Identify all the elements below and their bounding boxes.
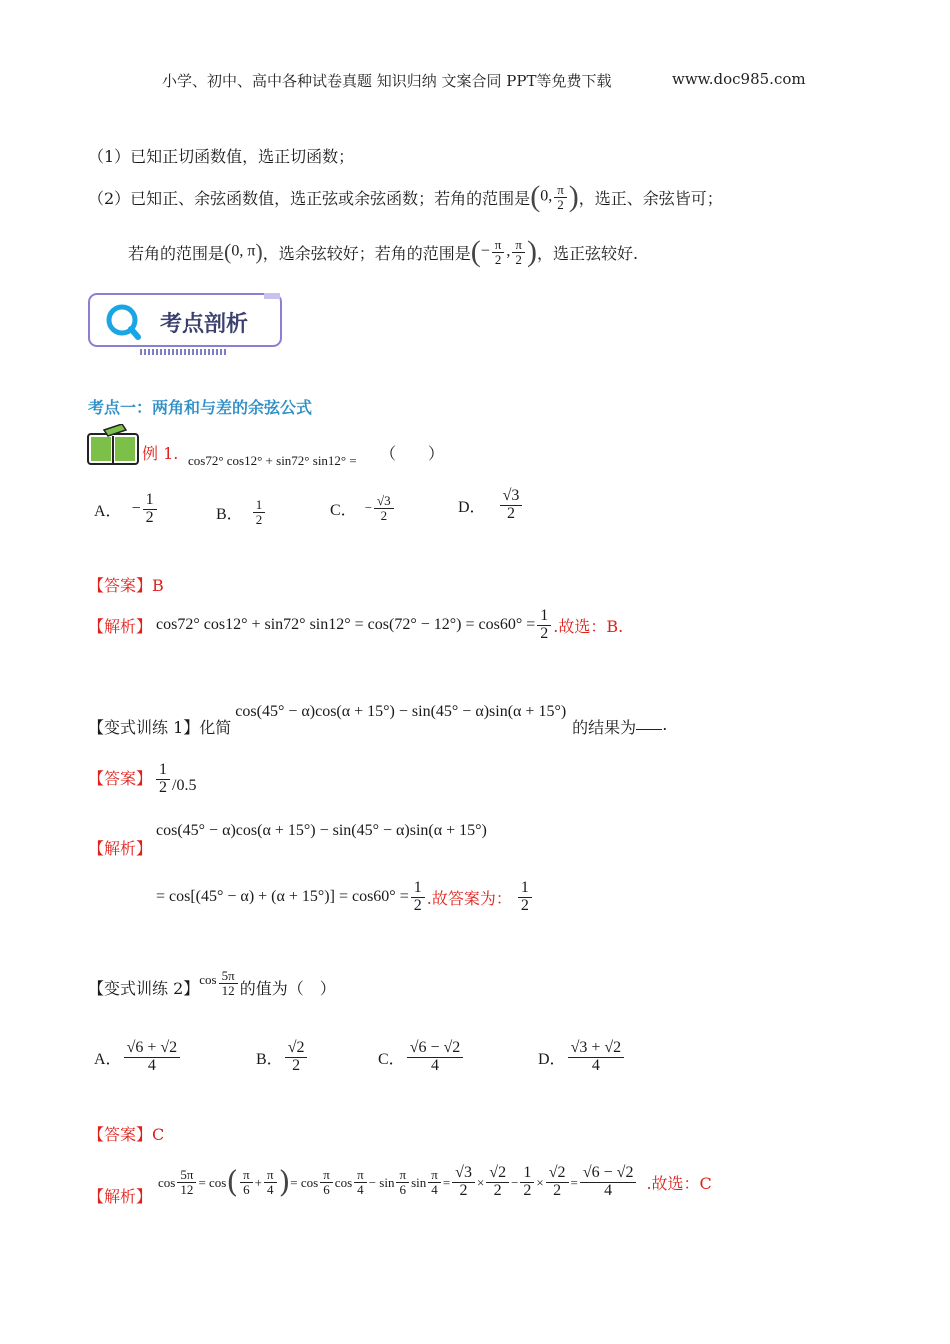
tip-line-2 — [88, 180, 723, 214]
v2-option-d[interactable]: D． $\frac{√3 + √2}{4}$ — [538, 1040, 626, 1075]
tip-line-3-text-a: 若角的范围是 — [128, 243, 225, 263]
v1-suffix: 的结果为 — [572, 718, 637, 737]
v1-analysis-line-2: = cos[(45° − α) + (α + 15°)] = cos60° = $\frac{1}{2}$ .故答案为： $\frac{1}{2}$ — [156, 880, 534, 915]
ex1-option-b[interactable]: B． $\frac{1}{2}$ — [216, 498, 267, 526]
ex1-label: 例 1. — [142, 444, 179, 463]
v1-tag: 【变式训练 1】 — [88, 718, 200, 737]
v1-question: 【变式训练 1】 化简 cos(45° − α)cos(α + 15°) − sin(45° − α)sin(α + 15°) 的结果为 . — [88, 703, 668, 737]
v2-option-c[interactable]: C． $\frac{√6 - √2}{4}$ — [378, 1040, 465, 1075]
tip-line-3 — [128, 235, 638, 269]
v1-answer: 【答案】 $\frac{1}{2}$ /0.5 — [88, 761, 197, 796]
v2-question: 【变式训练 2】 cos $\frac{5\pi}{12}$ 的值为（ ） — [88, 968, 336, 998]
v2-answer-value: C — [152, 1125, 165, 1144]
ex1-analysis-end: .故选：B. — [553, 616, 624, 636]
v2-tag: 【变式训练 2】 — [88, 979, 200, 998]
v2-suffix: 的值为（ ） — [239, 979, 336, 998]
header-site[interactable]: www.doc985.com — [672, 70, 806, 88]
ex1-expression: cos72° cos12° + sin72° sin12° = — [188, 453, 357, 468]
analysis-tag: 【解析】 — [88, 616, 153, 636]
ex1-analysis: 【解析】 cos72° cos12° + sin72° sin12° = cos(72° − 12°) = cos60° = $\frac{1}{2}$ .故选：B. — [88, 607, 624, 642]
v2-option-b[interactable]: B． $\frac{√2}{2}$ — [256, 1040, 309, 1075]
range-neg-pi-half-pi-half: (− $\frac{\pi}{2}$ , $\frac{\pi}{2}$ ) — [470, 235, 537, 268]
section-banner — [88, 293, 284, 351]
tip-line-3-text-b: ，选余弦较好；若角的范围是 — [262, 243, 471, 263]
v2-answer — [88, 1122, 164, 1145]
answer-tag: 【答案】 — [88, 576, 153, 595]
ex1-option-a[interactable]: A． − $\frac{1}{2}$ — [94, 492, 159, 527]
tip-line-2-text-a: （2）已知正、余弦函数值，选正弦或余弦函数；若角的范围是 — [88, 188, 531, 208]
answer-tag: 【答案】 — [88, 768, 153, 788]
range-0-pi-half: (0, $\frac{\pi}{2}$ ) — [530, 180, 579, 213]
v2-analysis-end: .故选：C — [646, 1174, 712, 1193]
banner-title: 考点剖析 — [160, 312, 249, 337]
v1-analysis-line-1: cos(45° − α)cos(α + 15°) − sin(45° − α)sin(α + 15°) — [156, 822, 487, 839]
tip-line-2-text-b: ，选正、余弦皆可； — [578, 188, 723, 208]
tip-line-3-text-c: ，选正弦较好. — [536, 243, 639, 263]
section-1-title: 考点一：两角和与差的余弦公式 — [88, 398, 313, 417]
v1-analysis-tag: 【解析】 — [88, 839, 153, 858]
v1-blank[interactable] — [636, 729, 662, 730]
analysis-tag: 【解析】 — [88, 1187, 153, 1206]
v1-expression: cos(45° − α)cos(α + 15°) − sin(45° − α)sin(α + 15°) — [235, 703, 567, 720]
ex1-answer — [88, 573, 164, 596]
v2-option-a[interactable]: A． $\frac{√6 + √2}{4}$ — [94, 1040, 182, 1075]
ex1-answer-paren: （ ） — [380, 444, 445, 463]
header-title: 小学、初中、高中各种试卷真题 知识归纳 文案合同 PPT等免费下载 — [162, 72, 612, 90]
book-icon — [86, 424, 142, 472]
range-0-pi: (0, π) — [224, 239, 263, 264]
tip-line-1: （1）已知正切函数值，选正切函数； — [88, 147, 355, 166]
answer-tag: 【答案】 — [88, 1125, 153, 1144]
ex1-option-c[interactable]: C． − $\frac{√3}{2}$ — [330, 494, 396, 522]
v1-prefix: 化简 — [199, 718, 232, 737]
v1-answer-alt: /0.5 — [172, 776, 197, 794]
ex1-answer-value: B — [152, 576, 164, 595]
ex1-analysis-math: cos72° cos12° + sin72° sin12° = cos(72° − 12°) = cos60° = — [156, 616, 536, 634]
v2-analysis: 【解析】 cos $\frac{5\pi}{12}$ = cos ( $\frac{\pi}{6}$ + $\frac{\pi}{4}$ ) = cos $\frac{\pi}{6}$ cos $\frac{\pi}{4}$ − sin $\frac{\pi}{6}$ sin $\frac{\pi}{4}$ = $\frac{√3}{2}$ × $\frac{√2}{2}$ − $\frac{1}{2}$ × $\frac{√2}{2}$ = $\frac{√6 - √2}{4}$ .故选：C — [88, 1164, 712, 1206]
banner-ticks — [140, 349, 230, 355]
ex1-option-d[interactable]: D． $\frac{√3}{2}$ — [458, 488, 524, 523]
